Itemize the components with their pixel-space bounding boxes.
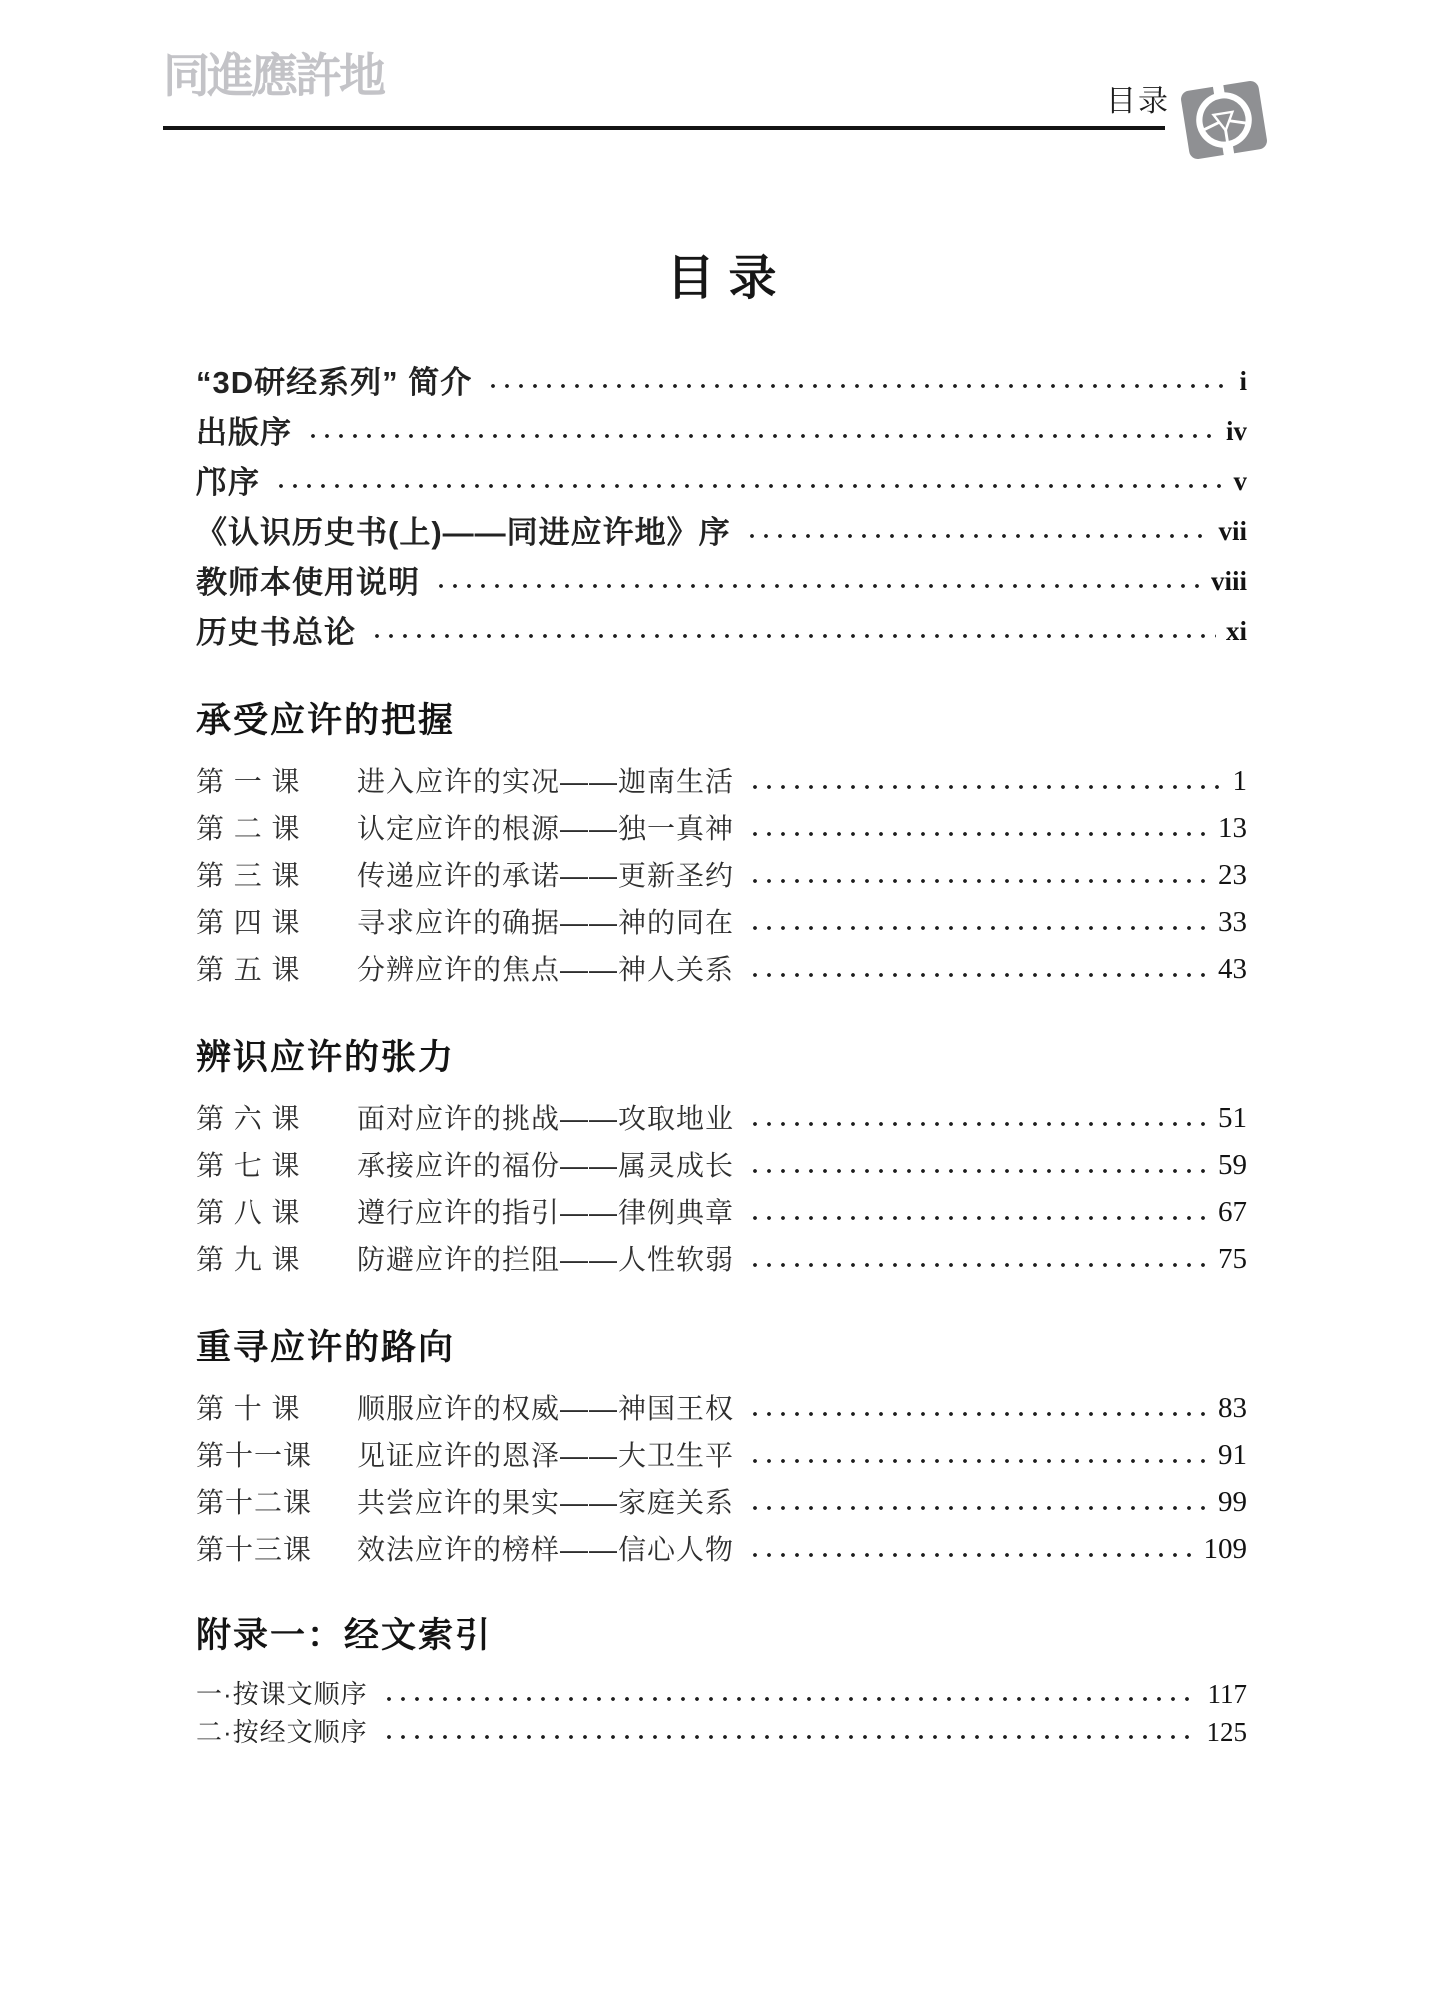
lesson-list (196, 756, 1247, 991)
section-heading: 辨识应许的张力 (196, 1038, 456, 1077)
entry-title: 出版序 (196, 414, 292, 450)
toc-row (196, 1477, 1247, 1524)
front-matter-list (196, 354, 1247, 654)
dot-leader (434, 583, 1201, 589)
entry-title: 历史书总论 (196, 614, 356, 650)
page-title: 目录 (666, 252, 791, 305)
toc-row (196, 404, 1247, 454)
page-number: vii (1218, 515, 1247, 546)
dot-leader (370, 633, 1216, 639)
page-number: 75 (1218, 1243, 1247, 1275)
toc-row (196, 554, 1247, 604)
toc-row (196, 1187, 1247, 1234)
lesson-title: 承接应许的福份——属灵成长 (357, 1149, 735, 1181)
lesson-number: 第 五 课 (196, 953, 301, 985)
entry-title: 教师本使用说明 (196, 564, 420, 600)
entry-title: “3D研经系列” 简介 (196, 364, 473, 400)
toc-section (196, 696, 1247, 991)
page-number: 43 (1218, 953, 1247, 985)
lesson-number: 第 一 课 (196, 765, 301, 797)
page-number: 51 (1218, 1102, 1247, 1134)
dot-leader (748, 1505, 1208, 1511)
page-number: 83 (1218, 1392, 1247, 1424)
dot-leader (748, 972, 1208, 978)
lesson-title: 共尝应许的果实——家庭关系 (357, 1486, 735, 1518)
section-list (196, 696, 1247, 1571)
dot-leader (274, 483, 1224, 489)
lesson-number: 第 六 课 (196, 1102, 301, 1134)
page-number: iv (1225, 415, 1247, 446)
toc-row (196, 1383, 1247, 1430)
toc-row (196, 1140, 1247, 1187)
dot-leader (748, 1458, 1208, 1464)
entry-title: 二·按经文顺序 (196, 1716, 368, 1747)
page-number: 117 (1207, 1678, 1247, 1709)
toc-row (196, 1673, 1247, 1711)
lesson-list (196, 1383, 1247, 1571)
lesson-list (196, 1093, 1247, 1281)
lesson-number: 第 九 课 (196, 1243, 301, 1275)
page-number: xi (1225, 615, 1247, 646)
lesson-number: 第十一课 (196, 1439, 313, 1471)
appendix-heading: 附录一：经文索引 (196, 1616, 493, 1655)
page-number: 125 (1206, 1716, 1247, 1747)
dot-leader (382, 1734, 1197, 1740)
dot-leader (748, 831, 1208, 837)
page-number: 91 (1218, 1439, 1247, 1471)
lesson-title: 防避应许的拦阻——人性软弱 (357, 1243, 735, 1275)
toc-row (196, 850, 1247, 897)
toc-row (196, 1234, 1247, 1281)
toc-row (196, 1093, 1247, 1140)
dot-leader (748, 1552, 1193, 1558)
page-number: viii (1210, 565, 1247, 596)
section-heading: 承受应许的把握 (196, 701, 456, 740)
lesson-title: 见证应许的恩泽——大卫生平 (357, 1439, 735, 1471)
toc-row (196, 504, 1247, 554)
toc-row (196, 803, 1247, 850)
toc-row (196, 1524, 1247, 1571)
toc-row (196, 1711, 1247, 1749)
dot-leader (748, 1168, 1208, 1174)
toc-row (196, 604, 1247, 654)
lesson-title: 进入应许的实况——迦南生活 (357, 765, 735, 797)
appendix-item-list (196, 1673, 1247, 1749)
lesson-title: 顺服应许的权威——神国王权 (357, 1392, 735, 1424)
dot-leader (748, 925, 1208, 931)
page-number: v (1233, 465, 1247, 496)
toc-row (196, 354, 1247, 404)
toc-row (196, 756, 1247, 803)
section-heading: 重寻应许的路向 (196, 1328, 456, 1367)
dot-leader (745, 533, 1209, 539)
toc-row (196, 944, 1247, 991)
dot-leader (748, 878, 1208, 884)
entry-title: 《认识历史书(上)——同进应许地》序 (196, 514, 731, 550)
page-number: 109 (1203, 1533, 1247, 1565)
page-number: 13 (1218, 812, 1247, 844)
appendix-block (196, 1611, 1247, 1749)
dot-leader (748, 784, 1222, 790)
lesson-number: 第 七 课 (196, 1149, 301, 1181)
page-number: i (1239, 365, 1247, 396)
lesson-title: 分辨应许的焦点——神人关系 (357, 953, 735, 985)
lesson-number: 第十三课 (196, 1533, 313, 1565)
entry-title: 邝序 (196, 464, 260, 500)
dot-leader (748, 1215, 1208, 1221)
toc-section (196, 1033, 1247, 1281)
page-number: 33 (1218, 906, 1247, 938)
page-number: 23 (1218, 859, 1247, 891)
lesson-title: 认定应许的根源——独一真神 (357, 812, 735, 844)
lesson-number: 第十二课 (196, 1486, 313, 1518)
dot-leader (748, 1121, 1208, 1127)
lesson-title: 寻求应许的确据——神的同在 (357, 906, 735, 938)
brand-calligraphy: 同進應許地 (163, 49, 383, 102)
lesson-title: 传递应许的承诺——更新圣约 (357, 859, 735, 891)
page-number: 1 (1232, 765, 1247, 797)
lesson-title: 面对应许的挑战——攻取地业 (357, 1102, 735, 1134)
lesson-title: 效法应许的榜样——信心人物 (357, 1533, 735, 1565)
lesson-number: 第 八 课 (196, 1196, 301, 1228)
toc-section (196, 1323, 1247, 1571)
entry-title: 一·按课文顺序 (196, 1678, 368, 1709)
page-number: 99 (1218, 1486, 1247, 1518)
dot-leader (306, 433, 1216, 439)
page-number: 67 (1218, 1196, 1247, 1228)
running-head: 目录 (1106, 85, 1170, 118)
lesson-number: 第 十 课 (196, 1392, 301, 1424)
toc-row (196, 897, 1247, 944)
lesson-number: 第 二 课 (196, 812, 301, 844)
toc-row (196, 454, 1247, 504)
lesson-number: 第 三 课 (196, 859, 301, 891)
dot-leader (748, 1262, 1208, 1268)
lesson-number: 第 四 课 (196, 906, 301, 938)
dot-leader (486, 383, 1229, 389)
dot-leader (382, 1696, 1198, 1702)
toc-row (196, 1430, 1247, 1477)
page-number: 59 (1218, 1149, 1247, 1181)
lesson-title: 遵行应许的指引——律例典章 (357, 1196, 735, 1228)
dot-leader (748, 1411, 1208, 1417)
